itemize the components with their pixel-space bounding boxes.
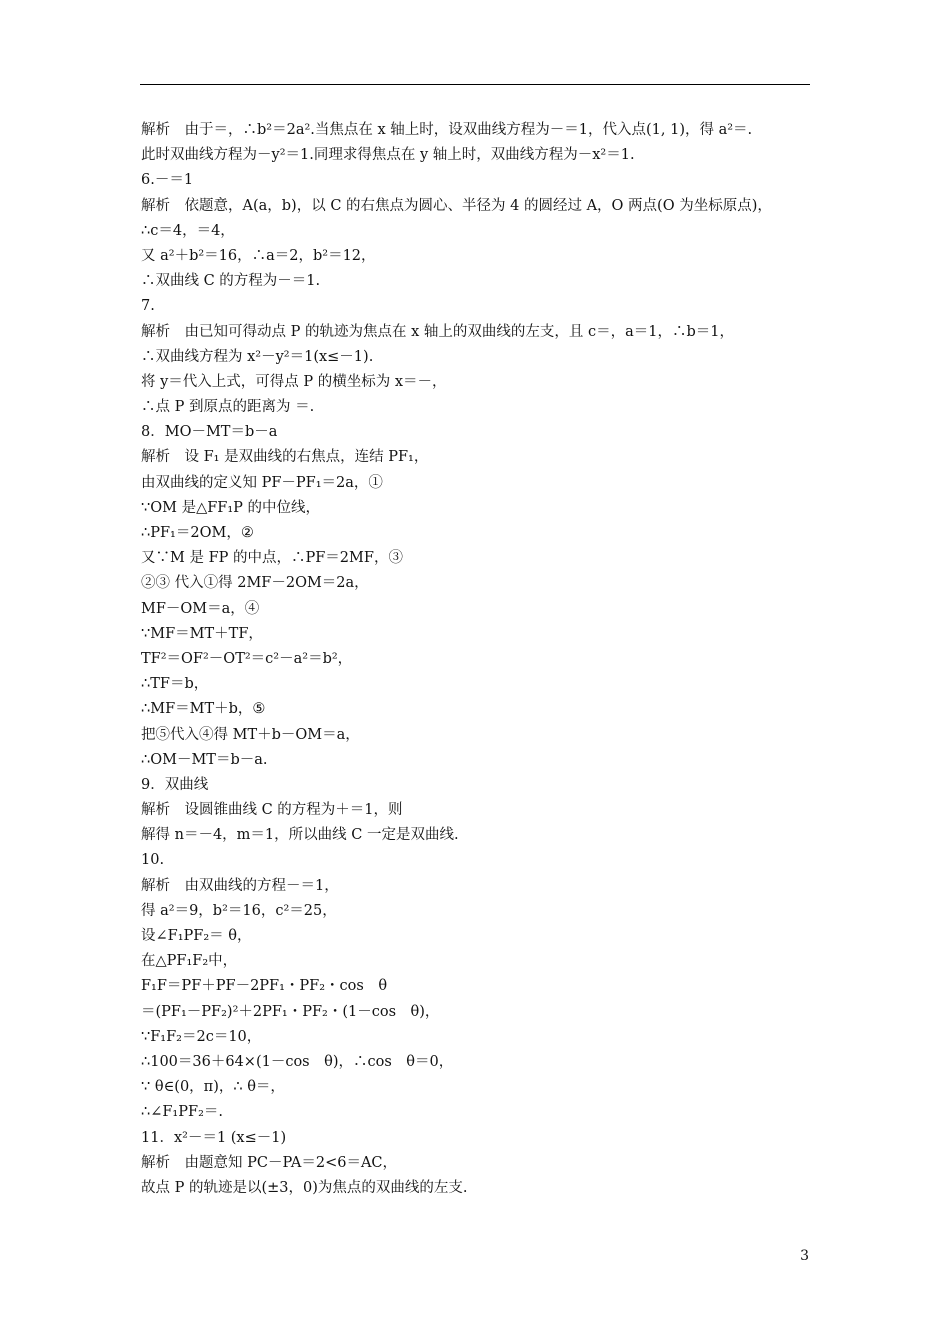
text-line: 解得 n＝－4，m＝1，所以曲线 C 一定是双曲线.: [141, 827, 459, 844]
text-line: 又 a²＋b²＝16，∴a＝2，b²＝12，: [141, 247, 376, 264]
text-line: 10.: [141, 852, 165, 869]
text-line: ∴∠F₁PF₂＝.: [141, 1104, 223, 1121]
page-number: 3: [800, 1248, 809, 1264]
text-line: ∴c＝4，＝4，: [141, 222, 235, 239]
text-line: 11．x²－＝1 (x≤－1): [141, 1129, 287, 1146]
text-line: 将 y＝代入上式，可得点 P 的横坐标为 x＝－，: [141, 373, 447, 390]
text-line: 把⑤代入④得 MT＋b－OM＝a，: [141, 726, 360, 743]
text-line: 解析 由于＝，∴b²＝2a².当焦点在 x 轴上时，设双曲线方程为－＝1，代入点(1, 1)，得 a²＝.: [141, 122, 753, 138]
text-line: 解析 由已知可得动点 P 的轨迹为焦点在 x 轴上的双曲线的左支，且 c＝，a＝1，∴b＝1，: [141, 323, 734, 340]
text-line: 6.－＝1: [141, 172, 194, 189]
text-line: 由双曲线的定义知 PF－PF₁＝2a，①: [141, 474, 383, 491]
text-line: ∴TF＝b，: [141, 676, 209, 693]
text-line: ∵ θ∈(0，π)，∴ θ＝，: [141, 1079, 285, 1096]
text-line: ∴PF₁＝2OM，②: [141, 525, 254, 541]
text-line: 解析 设圆锥曲线 C 的方程为＋＝1，则: [141, 802, 403, 819]
text-line: 解析 由题意知 PC－PA＝2<6＝AC，: [141, 1154, 398, 1171]
text-line: ∴双曲线 C 的方程为－＝1.: [141, 273, 321, 290]
text-line: 得 a²＝9，b²＝16，c²＝25，: [141, 902, 337, 919]
text-line: 又∵M 是 FP 的中点，∴PF＝2MF，③: [141, 550, 403, 567]
text-line: ∵F₁F₂＝2c＝10，: [141, 1028, 262, 1045]
text-line: 7.: [141, 298, 155, 315]
text-line: 解析 依题意，A(a，b)，以 C 的右焦点为圆心、半径为 4 的圆经过 A，O 两点(O 为坐标原点)，: [141, 197, 772, 214]
text-line: MF－OM＝a，④: [141, 600, 260, 617]
text-line: ∴100＝36＋64×(1－cos θ)，∴cos θ＝0，: [141, 1053, 454, 1070]
text-line: ∴点 P 到原点的距离为 ＝.: [141, 399, 315, 416]
text-line: 解析 设 F₁ 是双曲线的右焦点，连结 PF₁，: [141, 449, 429, 466]
text-line: ②③ 代入①得 2MF－2OM＝2a，: [141, 575, 369, 592]
text-line: 解析 由双曲线的方程－＝1，: [141, 877, 339, 894]
text-line: ∵MF＝MT＋TF，: [141, 625, 263, 642]
text-line: 9．双曲线: [141, 776, 209, 793]
text-line: ∴MF＝MT＋b，⑤: [141, 701, 266, 718]
text-line: 故点 P 的轨迹是以(±3，0)为焦点的双曲线的左支.: [141, 1179, 468, 1196]
text-line: 设∠F₁PF₂＝ θ，: [141, 928, 252, 944]
text-line: ∴OM－MT＝b－a.: [141, 751, 268, 768]
text-line: 8．MO－MT＝b－a: [141, 424, 278, 441]
text-line: TF²＝OF²－OT²＝c²－a²＝b²，: [141, 650, 353, 667]
text-line: 此时双曲线方程为－y²＝1.同理求得焦点在 y 轴上时，双曲线方程为－x²＝1.: [141, 147, 635, 164]
text-line: ∴双曲线方程为 x²－y²＝1(x≤－1).: [141, 348, 374, 365]
document-body: [141, 118, 811, 1201]
text-line: 在△PF₁F₂中，: [141, 953, 238, 970]
header-rule: [140, 84, 810, 85]
text-line: F₁F＝PF＋PF－2PF₁・PF₂・cos θ: [141, 978, 388, 995]
text-line: ＝(PF₁－PF₂)²＋2PF₁・PF₂・(1－cos θ)，: [141, 1003, 440, 1020]
text-line: ∵OM 是△FF₁P 的中位线，: [141, 499, 321, 516]
